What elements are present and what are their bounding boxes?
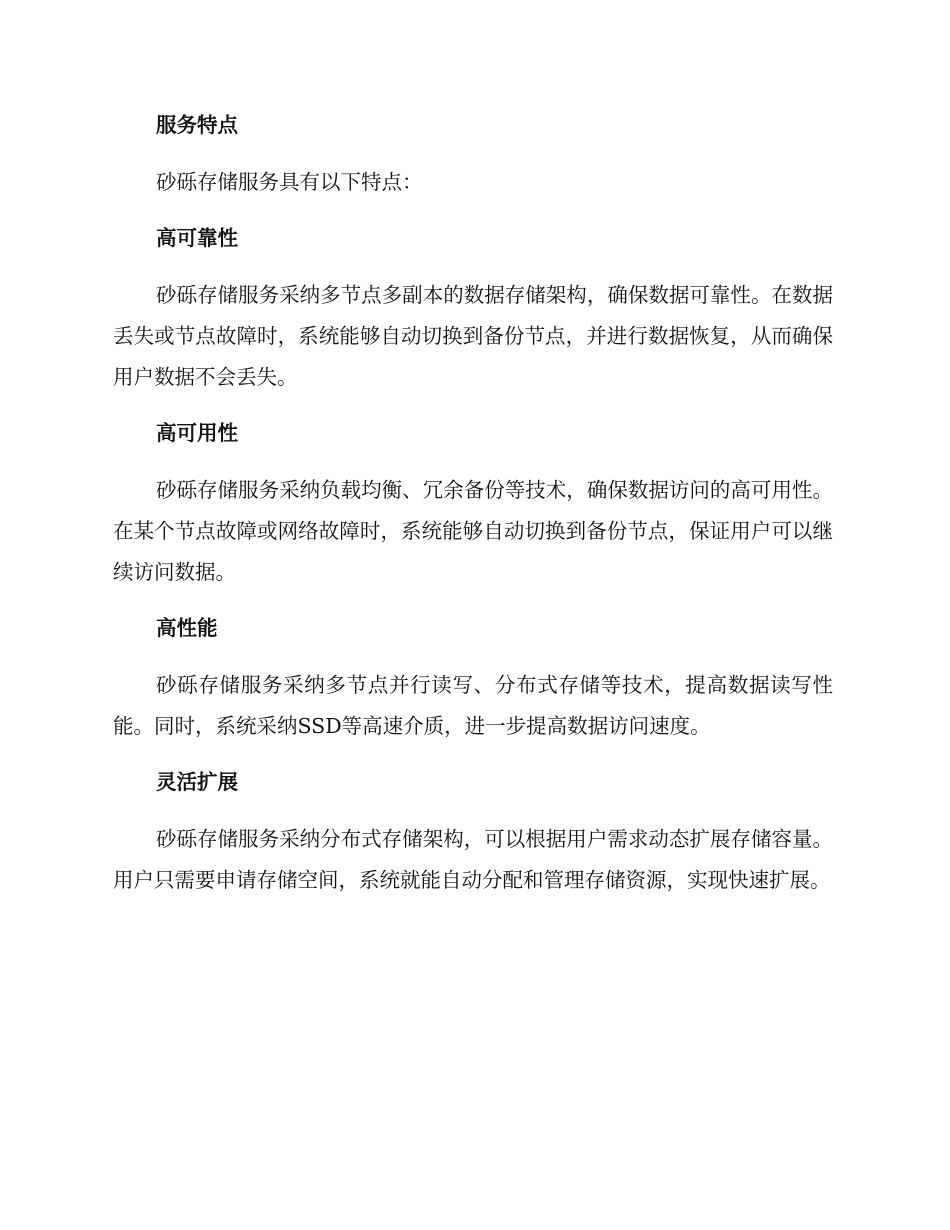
paragraph-high-availability: 砂砾存储服务采纳负载均衡、冗余备份等技术，确保数据访问的高可用性。在某个节点故障或网络故障时，系统能够自动切换到备份节点，保证用户可以继续访问数据。: [113, 478, 833, 584]
intro-paragraph: 砂砾存储服务具有以下特点：: [156, 170, 423, 194]
paragraph-high-reliability: 砂砾存储服务采纳多节点多副本的数据存储架构，确保数据可靠性。在数据丢失或节点故障时，系统能够自动切换到备份节点，并进行数据恢复，从而确保用户数据不会丢失。: [113, 283, 833, 389]
document-page: [113, 108, 833, 901]
heading-high-availability: 高可用性: [156, 421, 238, 445]
heading-flexible-scaling: 灵活扩展: [156, 770, 238, 794]
section-title: 服务特点: [156, 113, 238, 137]
paragraph-flexible-scaling: 砂砾存储服务采纳分布式存储架构，可以根据用户需求动态扩展存储容量。用户只需要申请存储空间，系统就能自动分配和管理存储资源，实现快速扩展。: [113, 827, 833, 892]
heading-high-reliability: 高可靠性: [156, 226, 238, 250]
paragraph-high-performance: 砂砾存储服务采纳多节点并行读写、分布式存储等技术，提高数据读写性能。同时，系统采纳SSD等高速介质，进一步提高数据访问速度。: [113, 673, 833, 738]
heading-high-performance: 高性能: [156, 616, 218, 640]
